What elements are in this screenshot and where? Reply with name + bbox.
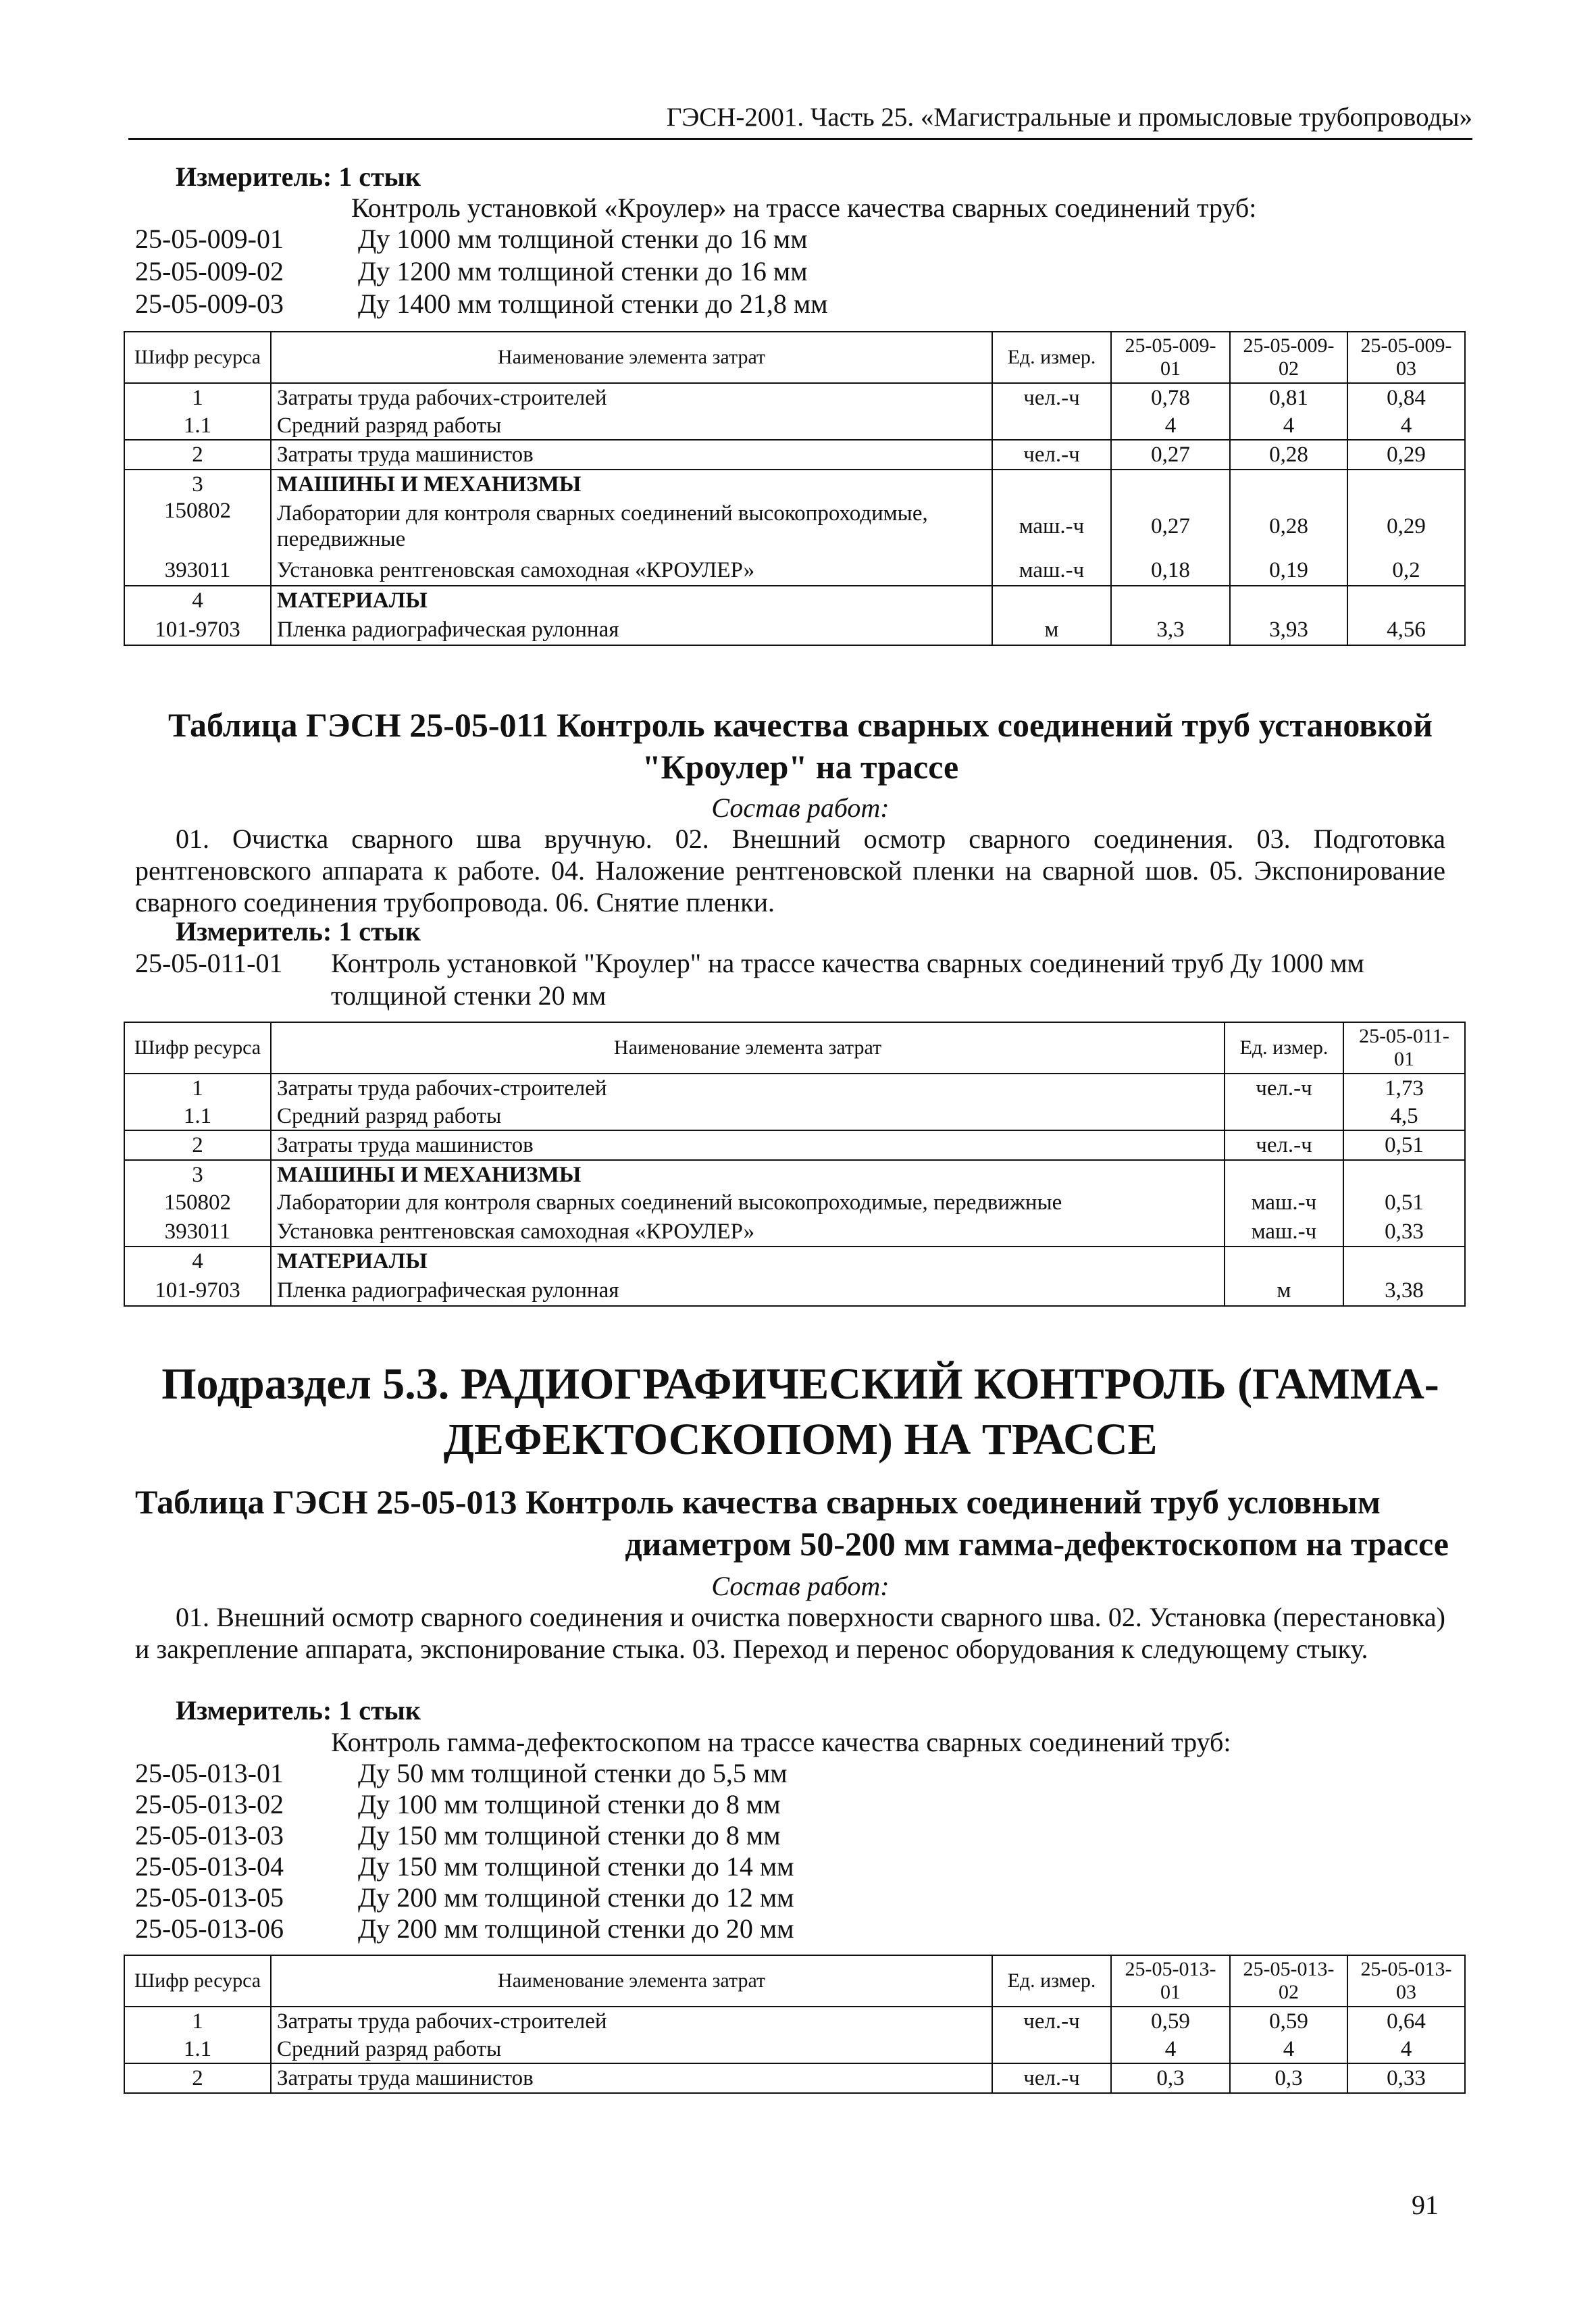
header-rule <box>128 138 1472 140</box>
table-cell: 4 <box>1347 411 1465 440</box>
column-header: 25-05-011-01 <box>1343 1022 1465 1074</box>
table-cell: 0,3 <box>1230 2063 1347 2093</box>
code: 25-05-013-02 <box>135 1789 284 1819</box>
table-row <box>124 1160 1465 1188</box>
table-cell: МАШИНЫ И МЕХАНИЗМЫ <box>271 1160 1225 1188</box>
table-cell: 3,3 <box>1111 614 1230 645</box>
subsection-heading <box>128 1357 1472 1467</box>
work-composition-text: 01. Внешний осмотр сварного соединения и очистка поверхности сварного шва. 02. Установка (перестановка) и закрепление аппарата, экспонирование стыка. 03. Переход и перенос оборудования к следующему стыку. <box>135 1602 1445 1664</box>
table-row <box>124 1275 1465 1306</box>
table-cell: МАШИНЫ И МЕХАНИЗМЫ <box>271 470 992 498</box>
table-cell: 0,84 <box>1347 383 1465 411</box>
table-cell: маш.-ч <box>992 498 1111 555</box>
meter-label: Измеритель: 1 стык <box>176 161 421 192</box>
table-cell: 393011 <box>124 555 271 586</box>
code: 25-05-013-05 <box>135 1882 284 1913</box>
table-cell: Затраты труда рабочих-строителей <box>271 383 992 411</box>
table-cell: Затраты труда машинистов <box>271 440 992 470</box>
column-header: 25-05-013-01 <box>1111 1955 1230 2007</box>
table-title-line: "Кроулер" на трассе <box>642 748 959 786</box>
table-row <box>124 440 1465 470</box>
table-cell: 1.1 <box>124 2035 271 2063</box>
table-cell: м <box>1225 1275 1343 1306</box>
table-cell: 0,29 <box>1347 440 1465 470</box>
table-row <box>124 1217 1465 1247</box>
table-title-line: диаметром 50-200 мм гамма-дефектоскопом на трассе <box>625 1525 1449 1563</box>
table-cell: 4 <box>1230 2035 1347 2063</box>
table-cell: 0,64 <box>1347 2007 1465 2035</box>
table-cell <box>1347 586 1465 614</box>
table-cell <box>992 411 1111 440</box>
table-cell: чел.-ч <box>992 383 1111 411</box>
code-description: Ду 1000 мм толщиной стенки до 16 мм <box>358 224 808 254</box>
table-cell: 150802 <box>124 1188 271 1217</box>
table-cell: 0,19 <box>1230 555 1347 586</box>
table-row <box>124 614 1465 645</box>
code: 25-05-009-03 <box>135 288 284 319</box>
code-description: Ду 200 мм толщиной стенки до 20 мм <box>358 1913 794 1944</box>
code-description: Ду 150 мм толщиной стенки до 14 мм <box>358 1851 794 1882</box>
table-cell <box>992 470 1111 498</box>
table-cell: чел.-ч <box>992 440 1111 470</box>
column-header: Ед. измер. <box>992 332 1111 383</box>
table-cell: 150802 <box>124 498 271 555</box>
code: 25-05-013-01 <box>135 1758 284 1788</box>
table-cell: 4,5 <box>1343 1102 1465 1130</box>
table-row <box>124 383 1465 411</box>
table-row <box>124 498 1465 555</box>
table-cell: 4 <box>124 586 271 614</box>
intro-text: Контроль установкой «Кроулер» на трассе качества сварных соединений труб: <box>351 193 1257 223</box>
subsection-heading-line: ДЕФЕКТОСКОПОМ) НА ТРАССЕ <box>443 1415 1158 1464</box>
table-cell: Лаборатории для контроля сварных соединений высокопроходимые, передвижные <box>271 1188 1225 1217</box>
table-cell: Установка рентгеновская самоходная «КРОУЛЕР» <box>271 555 992 586</box>
table-header-row <box>124 332 1465 383</box>
table-cell: 0,28 <box>1230 440 1347 470</box>
table-cell: Средний разряд работы <box>271 1102 1225 1130</box>
table-cell <box>1225 1247 1343 1275</box>
meter-label: Измеритель: 1 стык <box>176 916 421 947</box>
table-cell: 1 <box>124 1074 271 1102</box>
column-header: Ед. измер. <box>1225 1022 1343 1074</box>
table-row <box>124 586 1465 614</box>
table-cell: Установка рентгеновская самоходная «КРОУЛЕР» <box>271 1217 1225 1247</box>
meter-label: Измеритель: 1 стык <box>176 1695 421 1726</box>
column-header: 25-05-013-02 <box>1230 1955 1347 2007</box>
column-header: Наименование элемента затрат <box>271 1955 992 2007</box>
table-cell: 1.1 <box>124 411 271 440</box>
table-cell: 3,38 <box>1343 1275 1465 1306</box>
resource-table <box>124 1955 1466 2094</box>
table-cell: Средний разряд работы <box>271 411 992 440</box>
table-row <box>124 1102 1465 1130</box>
table-cell: 1,73 <box>1343 1074 1465 1102</box>
column-header: 25-05-013-03 <box>1347 1955 1465 2007</box>
column-header: Ед. измер. <box>992 1955 1111 2007</box>
table-cell: Пленка радиографическая рулонная <box>271 614 992 645</box>
table-cell: 3,93 <box>1230 614 1347 645</box>
table-cell: 0,27 <box>1111 440 1230 470</box>
table-cell <box>1343 1160 1465 1188</box>
table-cell: 0,33 <box>1347 2063 1465 2093</box>
table-cell: 4 <box>1347 2035 1465 2063</box>
work-composition-label: Состав работ: <box>711 793 890 823</box>
table-cell: МАТЕРИАЛЫ <box>271 586 992 614</box>
table-row <box>124 2035 1465 2063</box>
table-cell: чел.-ч <box>992 2063 1111 2093</box>
table-cell: Пленка радиографическая рулонная <box>271 1275 1225 1306</box>
code-description: Ду 1400 мм толщиной стенки до 21,8 мм <box>358 288 828 319</box>
table-row <box>124 2063 1465 2093</box>
table-cell: 0,51 <box>1343 1130 1465 1160</box>
code-description: толщиной стенки 20 мм <box>331 980 607 1011</box>
table-row <box>124 470 1465 498</box>
work-composition-text: 01. Очистка сварного шва вручную. 02. Внешний осмотр сварного соединения. 03. Подготовка рентгеновского аппарата к работе. 04. Наложение рентгеновской пленки на сварной шов. 05. Экспонирование сварного соединения трубопровода. 06. Снятие пленки. <box>135 824 1445 917</box>
table-row <box>124 1188 1465 1217</box>
table-title-line: Таблица ГЭСН 25-05-013 Контроль качества сварных соединений труб условным <box>135 1483 1381 1521</box>
code-description: Ду 200 мм толщиной стенки до 12 мм <box>358 1882 794 1913</box>
table-cell: Затраты труда машинистов <box>271 1130 1225 1160</box>
table-title <box>135 1481 1449 1565</box>
table-cell <box>1225 1160 1343 1188</box>
running-header: ГЭСН-2001. Часть 25. «Магистральные и промысловые трубопроводы» <box>666 103 1472 132</box>
table-cell: 101-9703 <box>124 614 271 645</box>
table-cell: 0,33 <box>1343 1217 1465 1247</box>
table-cell: 1 <box>124 383 271 411</box>
table-cell: 4 <box>1111 2035 1230 2063</box>
work-composition-label: Состав работ: <box>711 1571 890 1601</box>
column-header: Шифр ресурса <box>124 1022 271 1074</box>
table-cell: чел.-ч <box>1225 1130 1343 1160</box>
table-row <box>124 1130 1465 1160</box>
code: 25-05-013-06 <box>135 1913 284 1944</box>
table-cell: МАТЕРИАЛЫ <box>271 1247 1225 1275</box>
table-cell: 393011 <box>124 1217 271 1247</box>
table-cell: 2 <box>124 440 271 470</box>
table-cell: 1 <box>124 2007 271 2035</box>
table-cell: 4,56 <box>1347 614 1465 645</box>
subsection-heading-line: Подраздел 5.3. РАДИОГРАФИЧЕСКИЙ КОНТРОЛЬ (ГАММА- <box>161 1359 1439 1409</box>
table-cell: Лаборатории для контроля сварных соединений высокопроходимые, передвижные <box>271 498 992 555</box>
table-cell: 4 <box>1230 411 1347 440</box>
table-cell: 2 <box>124 1130 271 1160</box>
table-cell: 101-9703 <box>124 1275 271 1306</box>
table-cell <box>992 586 1111 614</box>
table-cell: 0,28 <box>1230 498 1347 555</box>
code: 25-05-011-01 <box>135 948 283 978</box>
intro-text: Контроль гамма-дефектоскопом на трассе качества сварных соединений труб: <box>331 1727 1231 1757</box>
table-row <box>124 1074 1465 1102</box>
column-header: 25-05-009-01 <box>1111 332 1230 383</box>
code: 25-05-013-03 <box>135 1820 284 1851</box>
table-cell: 0,29 <box>1347 498 1465 555</box>
table-cell: маш.-ч <box>992 555 1111 586</box>
table-cell: 4 <box>1111 411 1230 440</box>
table-cell: 0,3 <box>1111 2063 1230 2093</box>
table-title-line: Таблица ГЭСН 25-05-011 Контроль качества сварных соединений труб установкой <box>168 706 1433 744</box>
table-cell: 0,51 <box>1343 1188 1465 1217</box>
table-cell: чел.-ч <box>1225 1074 1343 1102</box>
table-title <box>128 704 1472 788</box>
table-cell <box>1347 470 1465 498</box>
code-description: Контроль установкой "Кроулер" на трассе качества сварных соединений труб Ду 1000 мм <box>331 948 1364 978</box>
column-header: 25-05-009-02 <box>1230 332 1347 383</box>
table-cell: чел.-ч <box>992 2007 1111 2035</box>
table-cell <box>992 2035 1111 2063</box>
table-cell <box>1111 586 1230 614</box>
table-cell <box>1225 1102 1343 1130</box>
table-cell: 0,81 <box>1230 383 1347 411</box>
code: 25-05-013-04 <box>135 1851 284 1882</box>
column-header: Наименование элемента затрат <box>271 1022 1225 1074</box>
table-cell: 3 <box>124 470 271 498</box>
table-cell: Средний разряд работы <box>271 2035 992 2063</box>
column-header: Наименование элемента затрат <box>271 332 992 383</box>
table-cell: маш.-ч <box>1225 1217 1343 1247</box>
table-cell: 0,2 <box>1347 555 1465 586</box>
table-cell <box>1343 1247 1465 1275</box>
resource-table <box>124 331 1466 646</box>
table-row <box>124 2007 1465 2035</box>
table-cell: Затраты труда машинистов <box>271 2063 992 2093</box>
table-cell: 0,59 <box>1230 2007 1347 2035</box>
code-description: Ду 50 мм толщиной стенки до 5,5 мм <box>358 1758 788 1788</box>
table-cell: 2 <box>124 2063 271 2093</box>
code: 25-05-009-01 <box>135 224 284 254</box>
table-cell: 1.1 <box>124 1102 271 1130</box>
column-header: 25-05-009-03 <box>1347 332 1465 383</box>
table-header-row <box>124 1022 1465 1074</box>
table-header-row <box>124 1955 1465 2007</box>
column-header: Шифр ресурса <box>124 332 271 383</box>
page-number: 91 <box>1412 2190 1439 2220</box>
table-cell <box>1230 586 1347 614</box>
table-cell: 4 <box>124 1247 271 1275</box>
code-description: Ду 1200 мм толщиной стенки до 16 мм <box>358 256 808 286</box>
table-row <box>124 555 1465 586</box>
table-cell: Затраты труда рабочих-строителей <box>271 1074 1225 1102</box>
table-cell: 0,27 <box>1111 498 1230 555</box>
code-description: Ду 100 мм толщиной стенки до 8 мм <box>358 1789 781 1819</box>
table-cell: м <box>992 614 1111 645</box>
table-cell <box>1230 470 1347 498</box>
table-cell: 3 <box>124 1160 271 1188</box>
table-cell: Затраты труда рабочих-строителей <box>271 2007 992 2035</box>
table-cell: 0,18 <box>1111 555 1230 586</box>
table-row <box>124 1247 1465 1275</box>
column-header: Шифр ресурса <box>124 1955 271 2007</box>
code: 25-05-009-02 <box>135 256 284 286</box>
table-cell <box>1111 470 1230 498</box>
table-row <box>124 411 1465 440</box>
table-cell: 0,78 <box>1111 383 1230 411</box>
table-cell: 0,59 <box>1111 2007 1230 2035</box>
code-description: Ду 150 мм толщиной стенки до 8 мм <box>358 1820 781 1851</box>
resource-table <box>124 1022 1466 1307</box>
table-cell: маш.-ч <box>1225 1188 1343 1217</box>
